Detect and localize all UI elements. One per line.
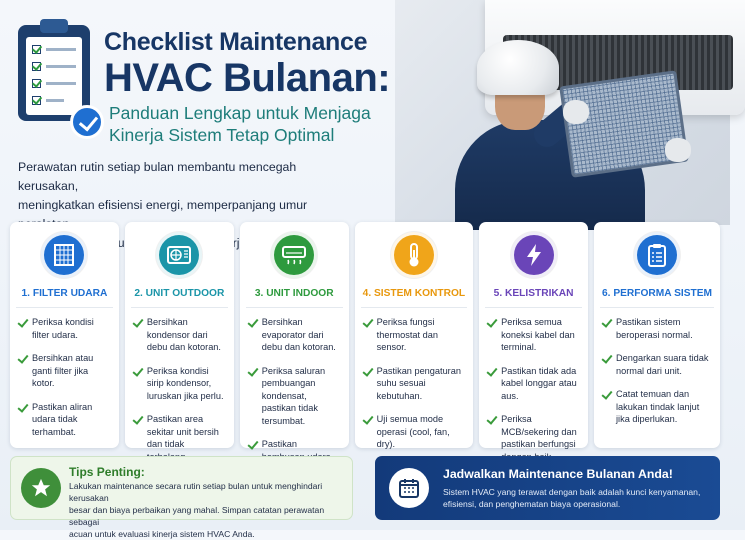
card-unit-indoor [240,222,349,448]
schedule-body [443,486,713,510]
title-line-1: Checklist Maintenance [104,28,368,56]
clipboard-list-icon [634,232,680,278]
schedule-banner [375,456,720,520]
air-filter-panel [559,70,689,178]
check-row [32,96,78,106]
card-title: 6. PERFORMA SISTEM [602,288,713,299]
card-sistem-kontrol [355,222,473,448]
indoor-unit-icon [271,232,317,278]
air-filter-icon [41,232,87,278]
subtitle-line-1: Panduan Lengkap untuk Menjaga [109,103,371,123]
glove-left [563,100,589,124]
clipboard-checklist-icon [18,25,90,121]
card-kelistrikan [479,222,588,448]
tips-line-1: Lakukan maintenance secara rutin setiap bulan untuk menghindari kerusakan [69,481,323,503]
list-item: Pastikan pengaturan suhu sesuai kebutuhan. [363,365,465,403]
divider [485,307,582,308]
list-item: Bersihkan kondensor dari debu dan kotoran. [133,316,226,354]
intro-line-2: meningkatkan efisiensi energi, memperpanjang umur [18,198,308,212]
card-title: 5. KELISTRIKAN [493,288,574,299]
divider [600,307,714,308]
card-title: 3. UNIT INDOOR [254,288,334,299]
technician-photo [395,0,730,225]
tips-box [10,456,353,539]
card-title: 1. FILTER UDARA [21,288,108,299]
card-title: 2. UNIT OUTDOOR [134,288,225,299]
lightning-icon [511,232,557,278]
card-performa-sistem [594,222,720,448]
list-item: Periksa MCB/sekering dan pastikan berfungsi [487,413,580,463]
clipboard-clip [40,19,68,33]
thermometer-icon [391,232,437,278]
list-item: Bersihkan evaporator dari debu dan kotoran. [248,316,341,354]
tips-line-2: besar dan biaya perbaikan yang mahal. Simpan catatan perawatan sebagai [69,505,325,527]
clipboard-paper [26,37,82,115]
list-item: Periksa saluran pembuangan kondensat, pastikan tidak tersumbat. [248,365,341,428]
check-row [32,79,78,89]
star-icon [21,468,61,508]
subtitle [109,102,409,146]
card-title: 4. SISTEM KONTROL [362,288,466,299]
list-item: Periksa semua koneksi kabel dan terminal. [487,316,580,354]
list-item: Pastikan sistem beroperasi normal. [602,316,712,341]
checklist-cards [10,222,720,448]
schedule-line-2: efisiensi, dan penghematan biaya operasional. [443,499,621,509]
hard-hat-icon [477,40,559,95]
subtitle-line-2: Kinerja Sistem Tetap Optimal [109,125,335,145]
card-list [487,316,580,463]
list-item: Pastikan area sekitar unit bersih dan tidak [133,413,226,463]
card-list [18,316,111,438]
card-list [248,316,341,476]
divider [16,307,113,308]
list-item: Bersihkan atau ganti filter jika kotor. [18,352,111,390]
outdoor-unit-icon [156,232,202,278]
card-filter-udara [10,222,119,448]
list-item: Dengarkan suara tidak normal dari unit. [602,352,712,377]
check-badge-icon [70,105,104,139]
title-line-2: HVAC Bulanan: [104,56,391,100]
card-list [602,316,712,426]
tips-body [69,480,349,540]
list-item: Periksa kondisi filter udara. [18,316,111,341]
calendar-icon [389,468,429,508]
list-item: Periksa fungsi thermostat dan sensor. [363,316,465,354]
intro-line-1: Perawatan rutin setiap bulan membantu mencegah kerusakan, [18,160,297,193]
divider [131,307,228,308]
tips-line-3: acuan untuk evaluasi kinerja sistem HVAC Anda. [69,529,255,539]
list-item: Pastikan tidak ada kabel longgar atau aus. [487,365,580,403]
check-row [32,62,78,72]
list-item: Pastikan [248,438,341,476]
list-item: Pastikan aliran udara tidak terhambat. [18,401,111,439]
divider [246,307,343,308]
card-unit-outdoor [125,222,234,448]
schedule-title: Jadwalkan Maintenance Bulanan Anda! [443,467,673,481]
tips-title: Tips Penting: [69,465,145,479]
schedule-line-1: Sistem HVAC yang terawat dengan baik adalah kunci kenyamanan, [443,487,701,497]
card-list [363,316,465,451]
list-item: Catat temuan dan lakukan tindak lanjut jika diperlukan. [602,388,712,426]
glove-right [665,138,691,162]
check-row [32,45,78,55]
list-item: Periksa kondisi sirip kondensor, luruskan jika perlu. [133,365,226,403]
card-list [133,316,226,463]
divider [361,307,467,308]
list-item: Uji semua mode operasi (cool, fan, dry). [363,413,465,451]
